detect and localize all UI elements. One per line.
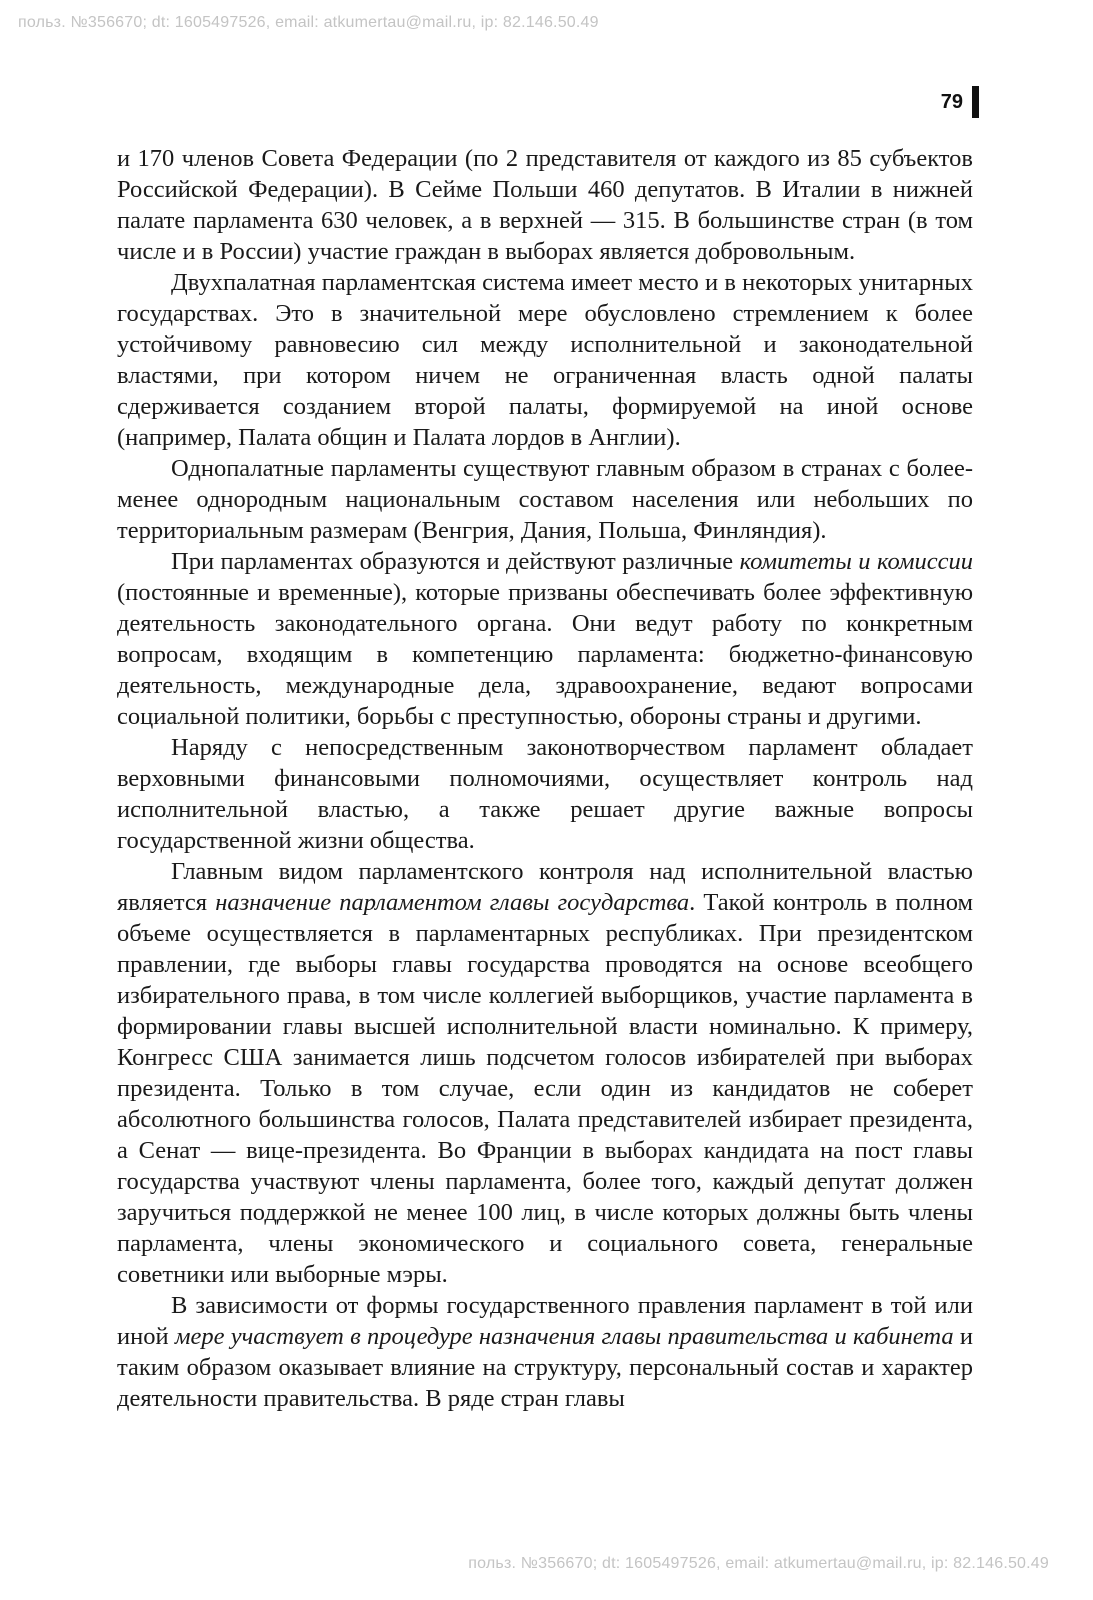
paragraph-text: (постоянные и временные), которые призваны обеспечивать более эффективную деятельность законодательного органа. Они ведут работу по конкретным вопросам, входящим в компетенцию парламента: бюджетно-финансовую деятельность, международные дела, здравоохранение, ведают вопросами социальной политики, борьбы с преступностью, обороны страны и другими. [117,579,973,730]
page-body [117,143,973,1414]
paragraph [117,546,973,732]
watermark-bottom: польз. №356670; dt: 1605497526, email: atkumertau@mail.ru, ip: 82.146.50.49 [468,1555,1049,1572]
page-number-bar [972,86,979,118]
italic-term: комитеты и комиссии [739,548,973,575]
paragraph-text: Главным видом парламентского контроля над исполнительной властью является [117,858,973,916]
paragraph-text: В зависимости от формы государственного правления парламент в той или иной [117,1292,973,1350]
paragraph [117,267,973,453]
paragraph [117,1290,973,1414]
paragraph-text: При парламентах образуются и действуют различные [171,548,740,575]
paragraph-text: Однопалатные парламенты существуют главным образом в странах с более-менее однородным национальным составом населения или небольших по территориальным размерам (Венгрия, Дания, Польша, Финляндия). [117,455,973,544]
italic-term: мере участвует в процедуре назначения главы правительства и кабинета [174,1323,954,1350]
paragraph [117,143,973,267]
paragraph-text: и таким образом оказывает влияние на структуру, персональный состав и характер деятельности правительства. В ряде стран главы [117,1323,973,1412]
paragraph-text: и 170 членов Совета Федерации (по 2 представителя от каждого из 85 субъектов Российской Федерации). В Сейме Польши 460 депутатов. В Италии в нижней палате парламента 630 человек, а в верхней — 315. В большинстве стран (в том числе и в России) участие граждан в выборах является добровольным. [117,145,973,265]
paragraph [117,856,973,1290]
page-number-text: 79 [940,90,963,113]
paragraph-text: Наряду с непосредственным законотворчеством парламент обладает верховными финансовыми полномочиями, осуществляет контроль над исполнительной властью, а также решает другие важные вопросы государственной жизни общества. [117,734,973,854]
paragraph-text: Двухпалатная парламентская система имеет место и в некоторых унитарных государствах. Это в значительной мере обусловлено стремлением к более устойчивому равновесию сил между исполнительной и законодательной властями, при котором ничем не ограниченная власть одной палаты сдерживается созданием второй палаты, формируемой на иной основе (например, Палата общин и Палата лордов в Англии). [117,269,973,451]
paragraph [117,732,973,856]
paragraph-text: . Такой контроль в полном объеме осуществляется в парламентарных республиках. При президентском правлении, где выборы главы государства проводятся на основе всеобщего избирательного права, в том числе коллегией выборщиков, участие парламента в формировании главы высшей исполнительной власти номинально. К примеру, Конгресс США занимается лишь подсчетом голосов избирателей при выборах президента. Только в том случае, если один из кандидатов не соберет абсолютного большинства голосов, Палата представителей избирает президента, а Сенат — вице-президента. Во Франции в выборах кандидата на пост главы государства участвуют члены парламента, более того, каждый депутат должен заручиться поддержкой не менее 100 лиц, в числе которых должны быть члены парламента, члены экономического и социального совета, генеральные советники или выборные мэры. [117,889,973,1288]
paragraph [117,453,973,546]
page-number [941,86,979,118]
italic-term: назначение парламентом главы государства [215,889,690,916]
watermark-top: польз. №356670; dt: 1605497526, email: atkumertau@mail.ru, ip: 82.146.50.49 [18,14,599,31]
